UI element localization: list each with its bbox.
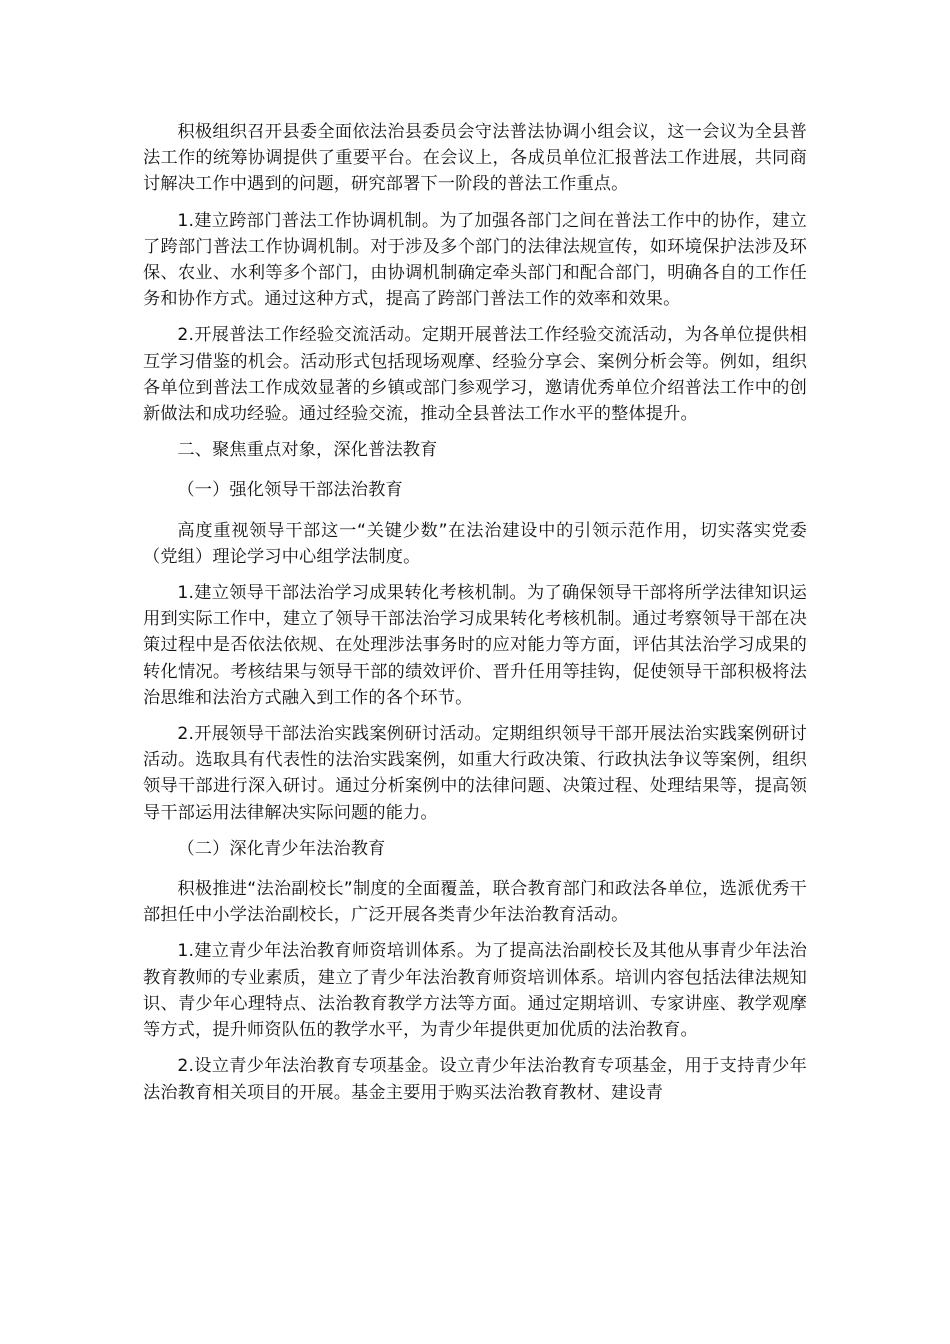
- paragraph-cross-department-mechanism: 1.建立跨部门普法工作协调机制。为了加强各部门之间在普法工作中的协作，建立了跨部门普法工作协调机制。对于涉及多个部门的法律法规宣传，如环境保护法涉及环保、农业、水利等多个部门，由协调机制确定牵头部门和配合部门，明确各自的工作任务和协作方式。通过这种方式，提高了跨部门普法工作的效率和效果。: [143, 210, 807, 310]
- section-heading-key-targets: 二、聚焦重点对象，深化普法教育: [177, 440, 438, 461]
- subsection-heading-leader-education: （一）强化领导干部法治教育: [177, 480, 403, 501]
- paragraph-youth-intro: 积极推进“法治副校长”制度的全面覆盖，联合教育部门和政法各单位，选派优秀干部担任中小学法治副校长，广泛开展各类青少年法治教育活动。: [143, 879, 807, 926]
- document-body: [143, 119, 807, 1116]
- paragraph-experience-exchange: 2.开展普法工作经验交流活动。定期开展普法工作经验交流活动，为各单位提供相互学习借鉴的机会。活动形式包括现场观摩、经验分享会、案例分析会等。例如，组织各单位到普法工作成效显著的乡镇或部门参观学习，邀请优秀单位介绍普法工作中的创新做法和成功经验。通过经验交流，推动全县普法工作水平的整体提升。: [143, 325, 807, 425]
- paragraph-leader-intro: 高度重视领导干部这一“关键少数”在法治建设中的引领示范作用，切实落实党委（党组）理论学习中心组学法制度。: [143, 520, 807, 567]
- paragraph-leader-case-study: 2.开展领导干部法治实践案例研讨活动。定期组织领导干部开展法治实践案例研讨活动。选取具有代表性的法治实践案例，如重大行政决策、行政执法争议等案例，组织领导干部进行深入研讨。通过分析案例中的法律问题、决策过程、处理结果等，提高领导干部运用法律解决实际问题的能力。: [143, 724, 807, 823]
- paragraph-youth-teacher-training: 1.建立青少年法治教育师资培训体系。为了提高法治副校长及其他从事青少年法治教育教师的专业素质，建立了青少年法治教育师资培训体系。培训内容包括法律法规知识、青少年心理特点、法治教育教学方法等方面。通过定期培训、专家讲座、教学观摩等方式，提升师资队伍的教学水平，为青少年提供更加优质的法治教育。: [143, 941, 807, 1041]
- paragraph-youth-special-fund: 2.设立青少年法治教育专项基金。设立青少年法治教育专项基金，用于支持青少年法治教育相关项目的开展。基金主要用于购买法治教育教材、建设青: [143, 1056, 807, 1103]
- paragraph-coordination-meeting: 积极组织召开县委全面依法治县委员会守法普法协调小组会议，这一会议为全县普法工作的统筹协调提供了重要平台。在会议上，各成员单位汇报普法工作进展，共同商讨解决工作中遇到的问题，研究部署下一阶段的普法工作重点。: [143, 122, 807, 195]
- paragraph-leader-assessment: 1.建立领导干部法治学习成果转化考核机制。为了确保领导干部将所学法律知识运用到实际工作中，建立了领导干部法治学习成果转化考核机制。通过考察领导干部在决策过程中是否依法依规、在处理涉法事务时的应对能力等方面，评估其法治学习成果的转化情况。考核结果与领导干部的绩效评价、晋升任用等挂钩，促使领导干部积极将法治思维和法治方式融入到工作的各个环节。: [143, 583, 807, 708]
- subsection-heading-youth-education: （二）深化青少年法治教育: [177, 838, 386, 859]
